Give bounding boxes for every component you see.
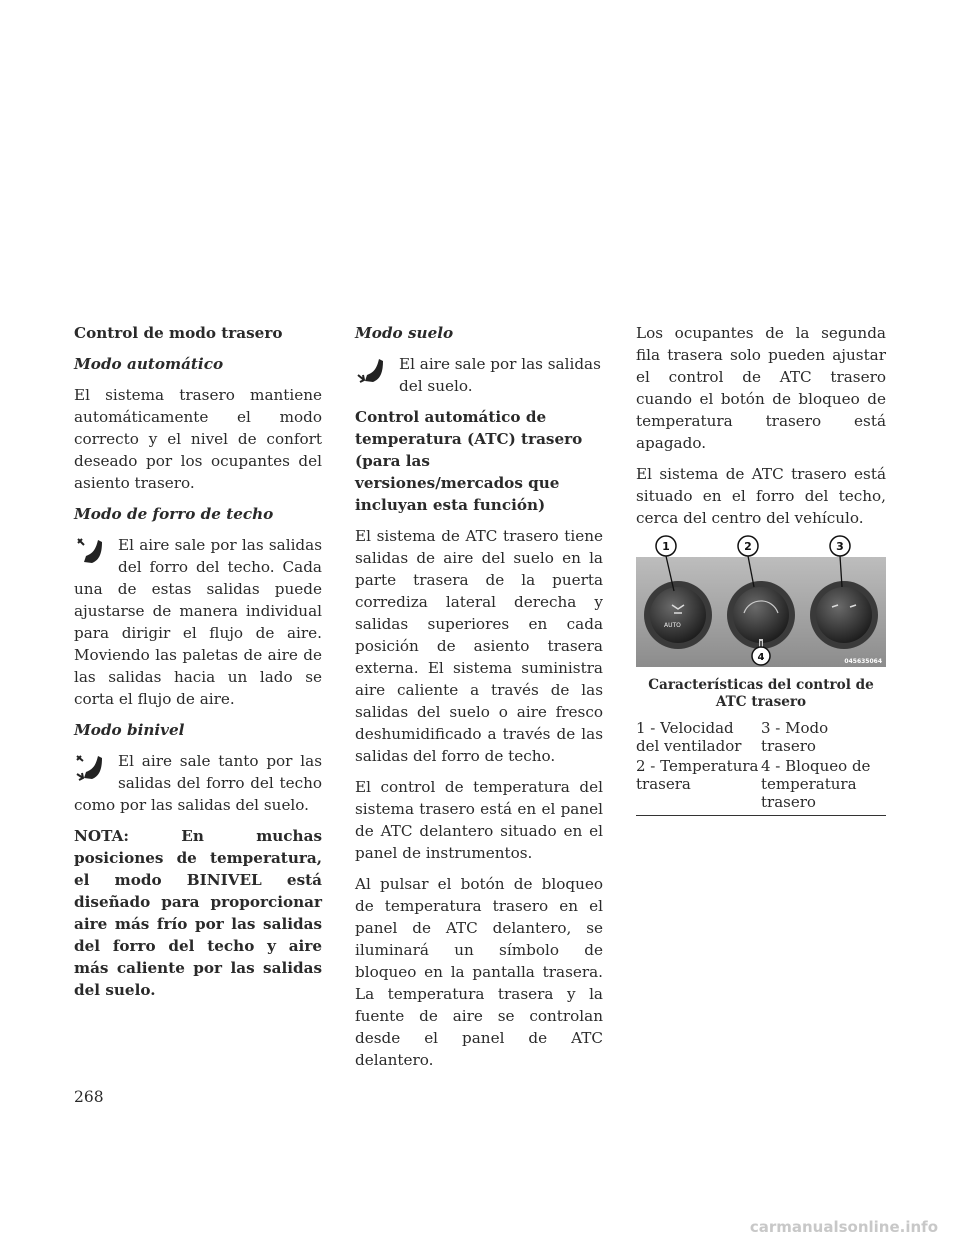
bilevel-mode-text: El aire sale tanto por las salidas del forro del techo como por las salidas del suelo. — [74, 752, 322, 814]
svg-text:1: 1 — [662, 540, 670, 553]
legend-row — [636, 719, 886, 757]
atc-paragraph-2: El control de temperatura del sistema trasero está en el panel de ATC delantero situado en el panel de instrumentos. — [355, 778, 603, 862]
svg-text:3: 3 — [836, 540, 844, 553]
figure-legend — [636, 719, 886, 813]
fan-speed-knob — [644, 581, 712, 649]
column-right — [636, 322, 886, 816]
legend-item-4: 4 - Bloqueo de temperatura trasero — [761, 757, 871, 811]
svg-text:4: 4 — [757, 652, 765, 663]
legend-item-1: 1 - Velocidad del ventilador — [636, 719, 742, 755]
column-middle — [355, 322, 603, 1080]
legend-item-2: 2 - Temperatura trasera — [636, 757, 759, 793]
headliner-airflow-icon — [74, 536, 114, 566]
floor-mode-title: Modo suelo — [355, 324, 454, 342]
figure-caption: Características del control de ATC trasero — [648, 677, 874, 710]
bilevel-airflow-icon — [74, 752, 114, 782]
svg-text:2: 2 — [744, 540, 752, 553]
note-text: NOTA: En muchas posiciones de temperatura, el modo BINIVEL está diseñado para proporcionar aire más frío por las salidas del forro del techo y aire más caliente por las salidas del suelo. — [74, 827, 322, 999]
figure-code: 045635064 — [844, 658, 882, 665]
floor-mode-text: El aire sale por las salidas del suelo. — [399, 355, 601, 395]
auto-knob-label: AUTO — [664, 622, 681, 629]
auto-mode-title: Modo automático — [74, 355, 224, 373]
roof-mode-text: El aire sale por las salidas del forro del techo. Cada una de estas salidas puede ajustarse de manera individual para dirigir el flujo de aire. Moviendo las paletas de aire de las salidas hacia un lado se corta el flujo de aire. — [74, 536, 322, 708]
bilevel-mode-block — [74, 750, 322, 816]
section-heading: Control de modo trasero — [74, 324, 283, 342]
atc-heading: Control automático de temperatura (ATC) trasero (para las versiones/mercados que incluyan esta función) — [355, 408, 583, 514]
bilevel-mode-title: Modo binivel — [74, 721, 185, 739]
page-number: 268 — [74, 1088, 104, 1106]
temperature-knob — [727, 581, 795, 649]
rear-mode-knob — [810, 581, 878, 649]
atc-paragraph-3: Al pulsar el botón de bloqueo de temperatura trasero en el panel de ATC delantero, se iluminará un símbolo de bloqueo en la pantalla trasera. La temperatura trasera y la fuente de aire se controlan desde el panel de ATC delantero. — [355, 875, 603, 1069]
right-paragraph-2: El sistema de ATC trasero está situado en el forro del techo, cerca del centro del vehículo. — [636, 465, 886, 527]
legend-divider — [636, 815, 886, 816]
roof-mode-block — [74, 534, 322, 710]
floor-airflow-icon — [355, 355, 395, 385]
legend-item-3: 3 - Modo trasero — [761, 719, 829, 755]
right-paragraph-1: Los ocupantes de la segunda fila trasera solo pueden ajustar el control de ATC trasero cuando el botón de bloqueo de temperatura trasero está apagado. — [636, 324, 886, 452]
atc-paragraph-1: El sistema de ATC trasero tiene salidas de aire del suelo en la parte trasera de la puerta corrediza lateral derecha y salidas superiores en cada posición de asiento trasera externa. El sistema suministra aire caliente a través de las salidas del suelo o aire fresco deshumidificado a través de las salidas del forro de techo. — [355, 527, 603, 765]
column-left — [74, 322, 322, 1001]
roof-mode-title: Modo de forro de techo — [74, 505, 274, 523]
legend-row — [636, 757, 886, 813]
rear-atc-control-figure — [636, 535, 886, 667]
auto-mode-text: El sistema trasero mantiene automáticamente el modo correcto y el nivel de confort deseado por los ocupantes del asiento trasero. — [74, 386, 322, 492]
watermark: carmanualsonline.info — [749, 1218, 938, 1236]
floor-mode-block — [355, 353, 603, 397]
